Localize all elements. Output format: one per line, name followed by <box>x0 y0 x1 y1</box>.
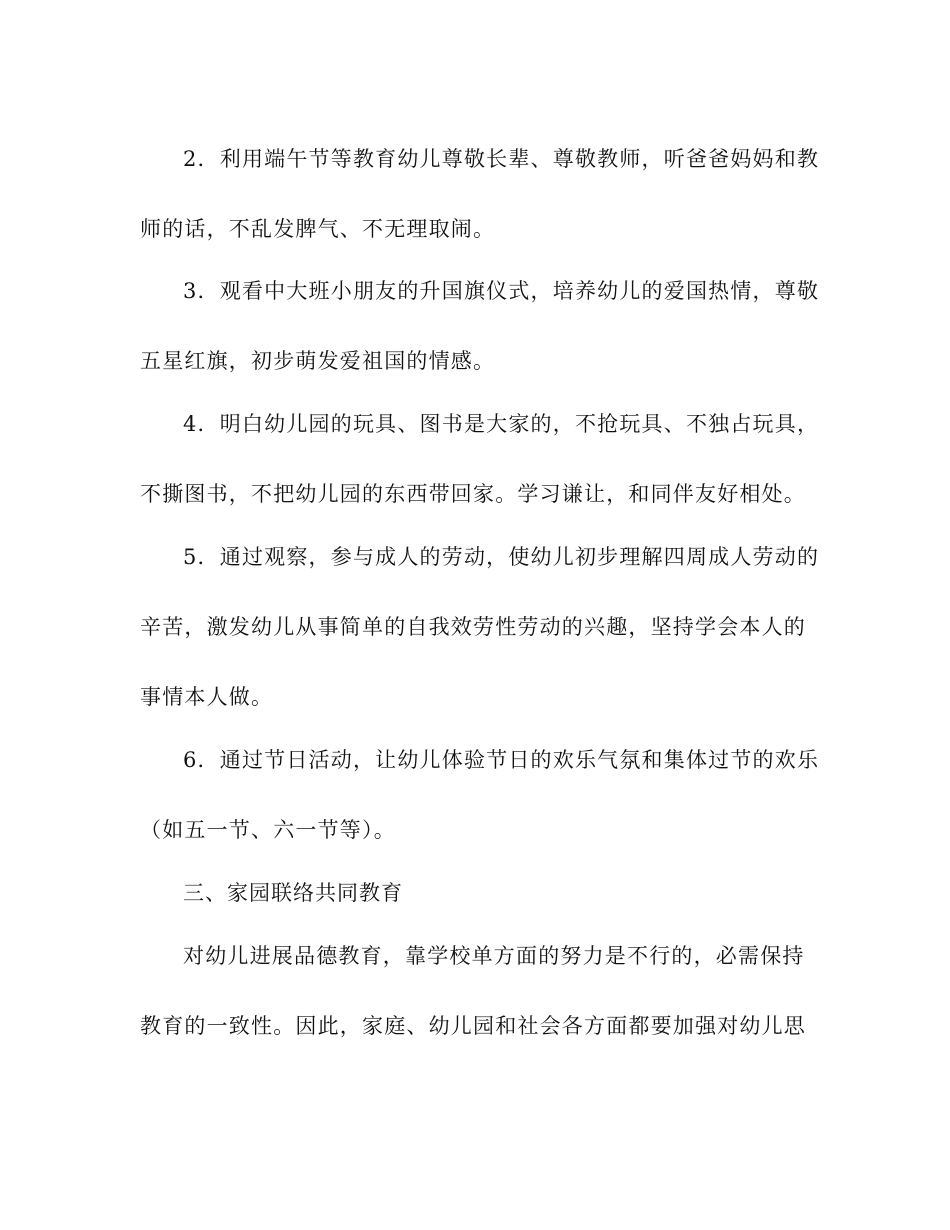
paragraph-3-line-1: 3．观看中大班小朋友的升国旗仪式，培养幼儿的爱国热情，尊敬 <box>183 279 820 303</box>
paragraph-6-line-2: （如五一节、六一节等）。 <box>140 818 396 842</box>
paragraph-7-line-2: 教育的一致性。因此，家庭、幼儿园和社会各方面都要加强对幼儿思 <box>140 1014 806 1038</box>
paragraph-4-line-1: 4．明白幼儿园的玩具、图书是大家的，不抢玩具、不独占玩具， <box>183 412 820 436</box>
paragraph-7-line-1: 对幼儿进展品德教育，靠学校单方面的努力是不行的，必需保持 <box>183 944 805 968</box>
paragraph-2-line-1: 2．利用端午节等教育幼儿尊敬长辈、尊敬教师，听爸爸妈妈和教 <box>183 147 820 171</box>
paragraph-5-line-1: 5．通过观察，参与成人的劳动，使幼儿初步理解四周成人劳动的 <box>183 545 820 569</box>
paragraph-5-line-2: 辛苦，激发幼儿从事简单的自我效劳性劳动的兴趣，坚持学会本人的 <box>140 615 806 639</box>
section-heading: 三、家园联络共同教育 <box>183 881 403 905</box>
paragraph-6-line-1: 6．通过节日活动，让幼儿体验节日的欢乐气氛和集体过节的欢乐 <box>183 748 820 772</box>
paragraph-5-line-3: 事情本人做。 <box>140 685 274 709</box>
paragraph-2-line-2: 师的话，不乱发脾气、不无理取闹。 <box>140 217 496 241</box>
paragraph-3-line-2: 五星红旗，初步萌发爱祖国的情感。 <box>140 349 496 373</box>
paragraph-4-line-2: 不撕图书，不把幼儿园的东西带回家。学习谦让，和同伴友好相处。 <box>140 482 806 506</box>
